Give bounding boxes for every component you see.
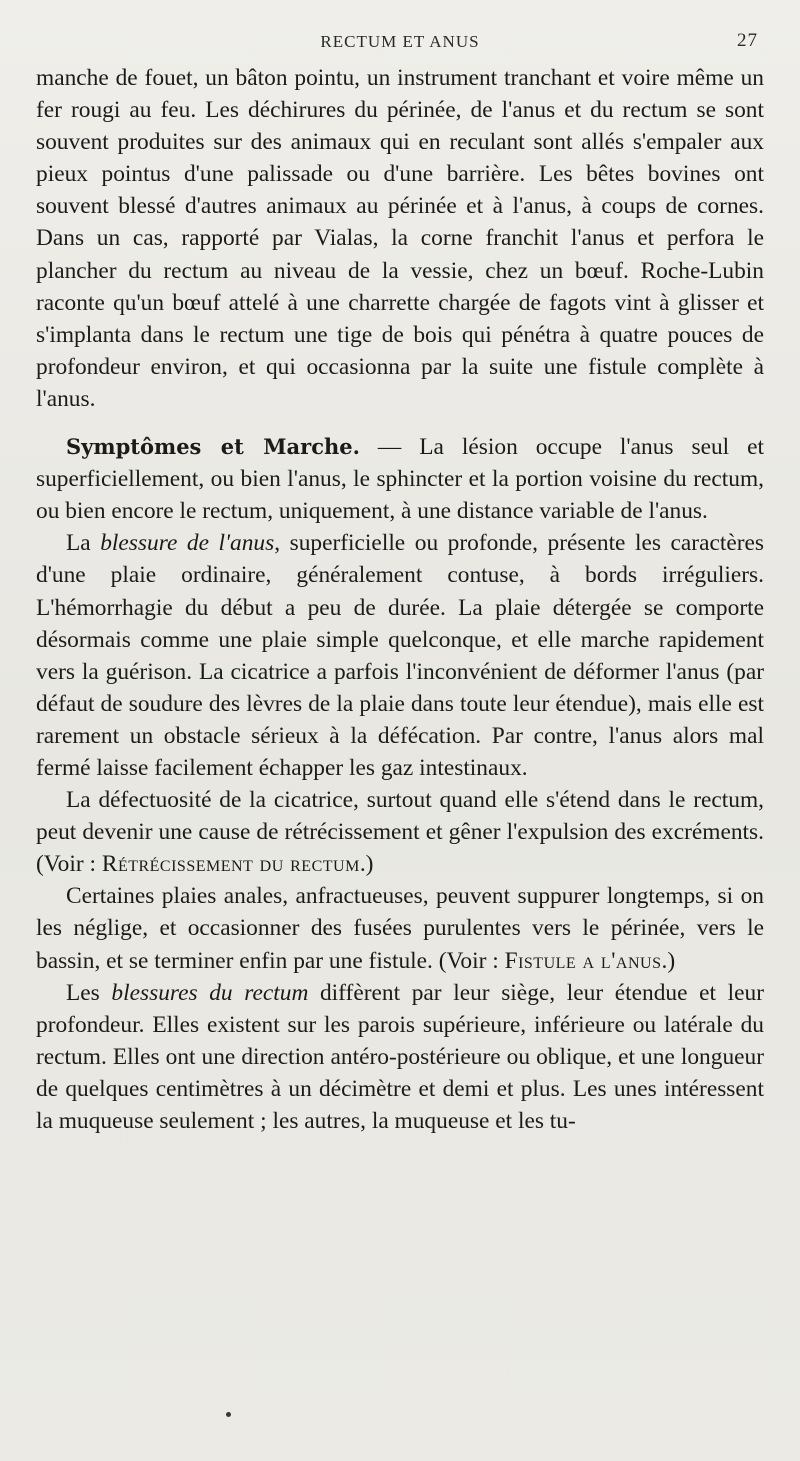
paragraph-rectum-wounds [36, 977, 764, 1137]
page-body [36, 62, 764, 1137]
cross-reference: Fistule a l'anus [504, 947, 662, 974]
paragraph-lead: Les [66, 979, 112, 1006]
ink-speck [226, 1412, 231, 1417]
paragraph-text: diffèrent par leur siège, leur étendue et leur profondeur. Elles existent sur les parois supérieure, inférieure ou latérale du rectum. Elles ont une direction antéro-postérieure ou oblique, et une longueur de quelques centimètres à un décimètre et demi et plus. Les unes intéressent la muqueuse seulement ; les autres, la muqueuse et les tu- [36, 979, 764, 1134]
italic-term: blessures du rectum [111, 979, 309, 1006]
paragraph-causes [36, 62, 764, 415]
paragraph-lead: La [66, 530, 101, 557]
paragraph-text: , superficielle ou profonde, présente les caractères d'une plaie ordinaire, généralement contuse, à bords irréguliers. L'hémorrhagie du début a peu de durée. La plaie détergée se comporte désormais comme une plaie simple quelconque, et elle marche rapidement vers la guérison. La cicatrice a parfois l'inconvénient de déformer l'anus (par défaut de soudure des lèvres de la plaie dans toute leur étendue), mais elle est rarement un obstacle sérieux à la défécation. Par contre, l'anus alors mal fermé laisse facilement échapper les gaz intestinaux. [36, 530, 764, 781]
paragraph-symptoms [36, 431, 764, 527]
paragraph-text: Certaines plaies anales, anfractueuses, peuvent suppurer longtemps, si on les néglige, et occasionner des fusées purulentes vers le périnée, vers le bassin, et se terminer enfin par une fistule. (Voir : [36, 883, 764, 974]
paragraph-suppuration [36, 880, 764, 976]
paragraph-text: La défectuosité de la cicatrice, surtout quand elle s'étend dans le rectum, peut devenir une cause de rétrécissement et gêner l'expulsion des excréments. (Voir : [36, 787, 764, 878]
paragraph-anus-wound [36, 527, 764, 784]
cross-reference: Rétrécissement du rectum [101, 851, 360, 878]
paragraph-end: .) [661, 947, 676, 974]
section-heading: Symptômes et Marche. [66, 434, 360, 460]
paragraph-text: — La lésion occupe l'anus seul et superficiellement, ou bien l'anus, le sphincter et la portion voisine du rectum, ou bien encore le rectum, uniquement, à une distance variable de l'anus. [36, 434, 765, 525]
page-number: 27 [737, 30, 758, 51]
paragraph-end: .) [359, 851, 374, 878]
paragraph-cicatrice [36, 784, 764, 880]
paragraph-text: manche de fouet, un bâton pointu, un instrument tranchant et voire même un fer rougi au feu. Les déchirures du périnée, de l'anus et du rectum se sont souvent produites sur des animaux qui en reculant sont allés s'empaler aux pieux pointus d'une palissade ou d'une barrière. Les bêtes bovines ont souvent blessé d'autres animaux au périnée et à l'anus, à coups de cornes. Dans un cas, rapporté par Vialas, la corne franchit l'anus et perfora le plancher du rectum au niveau de la vessie, chez un bœuf. Roche-Lubin raconte qu'un bœuf attelé à une charrette chargée de fagots vint à glisser et s'implanta dans le rectum une tige de bois qui pénétra à quatre pouces de profondeur environ, et qui occasionna par la suite une fistule complète à l'anus. [36, 65, 764, 412]
italic-term: blessure de l'anus [100, 530, 275, 557]
running-title: RECTUM ET ANUS [320, 32, 480, 51]
running-header [36, 28, 764, 62]
